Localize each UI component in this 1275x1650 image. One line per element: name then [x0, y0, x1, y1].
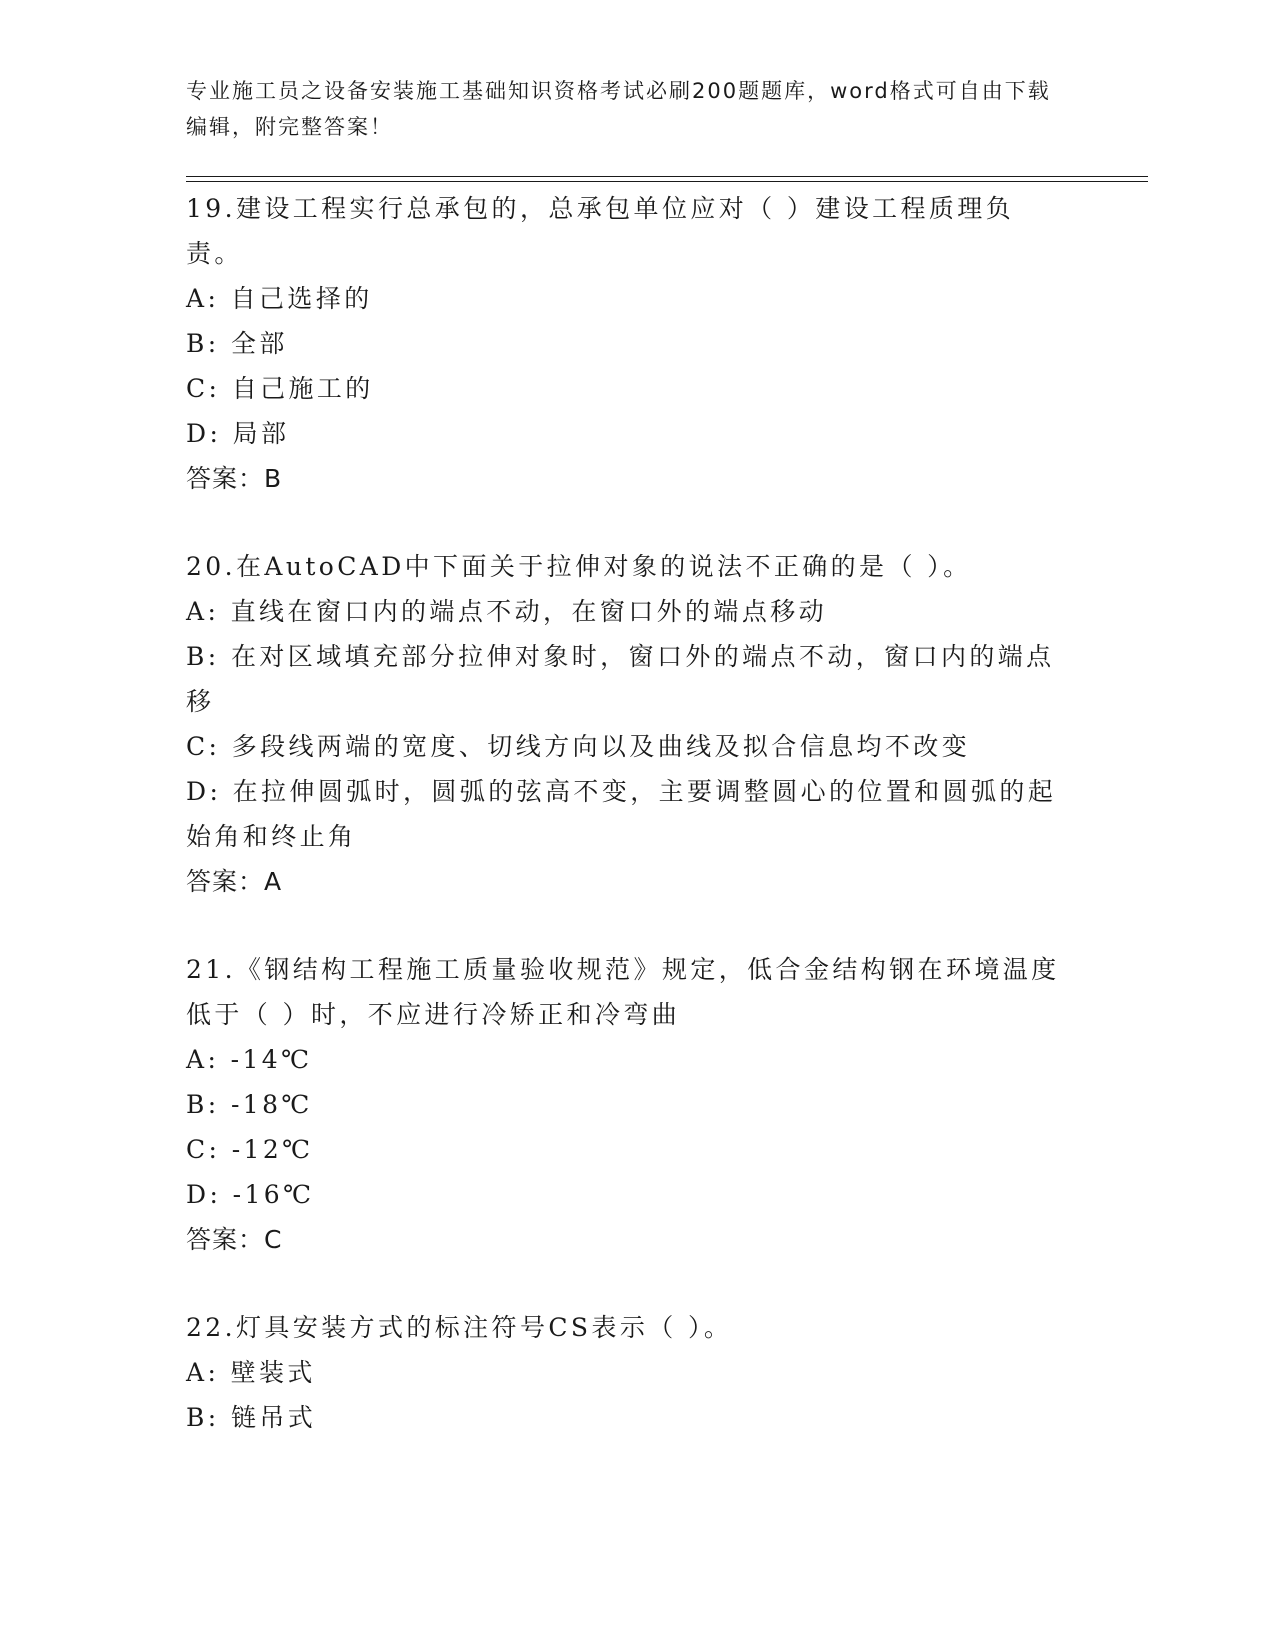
option-a: A: -14℃ — [186, 1045, 313, 1074]
option-a: A: 壁装式 — [186, 1358, 316, 1387]
option-c: C: -12℃ — [186, 1135, 314, 1164]
question-stem: 21.《钢结构工程施工质量验收规范》规定，低合金结构钢在环境温度低于（ ）时，不应进行冷矫正和冷弯曲 — [186, 955, 1060, 1029]
option-d: D: 局部 — [186, 419, 290, 448]
header-divider-bottom — [186, 181, 1148, 182]
answer-line: 答案：B — [186, 464, 283, 493]
option-b: B: -18℃ — [186, 1090, 313, 1119]
document-header: 专业施工员之设备安装施工基础知识资格考试必刷200题题库，word格式可自由下载编辑，附完整答案！ — [186, 79, 1051, 139]
question-stem: 20.在AutoCAD中下面关于拉伸对象的说法不正确的是（ ）。 — [186, 552, 972, 581]
question-stem: 19.建设工程实行总承包的，总承包单位应对（ ）建设工程质理负责。 — [186, 194, 1015, 268]
option-b: B: 链吊式 — [186, 1403, 317, 1432]
question-19 — [186, 186, 1066, 501]
question-stem: 22.灯具安装方式的标注符号CS表示（ ）。 — [186, 1313, 733, 1342]
option-b: B: 在对区域填充部分拉伸对象时，窗口外的端点不动，窗口内的端点移 — [186, 642, 1055, 716]
question-21 — [186, 947, 1066, 1262]
option-b: B: 全部 — [186, 329, 288, 358]
answer-line: 答案：A — [186, 867, 283, 896]
header-divider-top — [186, 176, 1148, 177]
question-22 — [186, 1305, 1066, 1440]
option-c: C: 自己施工的 — [186, 374, 374, 403]
option-a: A: 自己选择的 — [186, 284, 373, 313]
option-d: D: -16℃ — [186, 1180, 315, 1209]
question-20 — [186, 544, 1066, 904]
option-c: C: 多段线两端的宽度、切线方向以及曲线及拟合信息均不改变 — [186, 732, 971, 761]
option-d: D: 在拉伸圆弧时，圆弧的弦高不变，主要调整圆心的位置和圆弧的起始角和终止角 — [186, 777, 1057, 851]
question-list — [186, 186, 1066, 1483]
answer-line: 答案：C — [186, 1225, 283, 1254]
option-a: A: 直线在窗口内的端点不动，在窗口外的端点移动 — [186, 597, 828, 626]
